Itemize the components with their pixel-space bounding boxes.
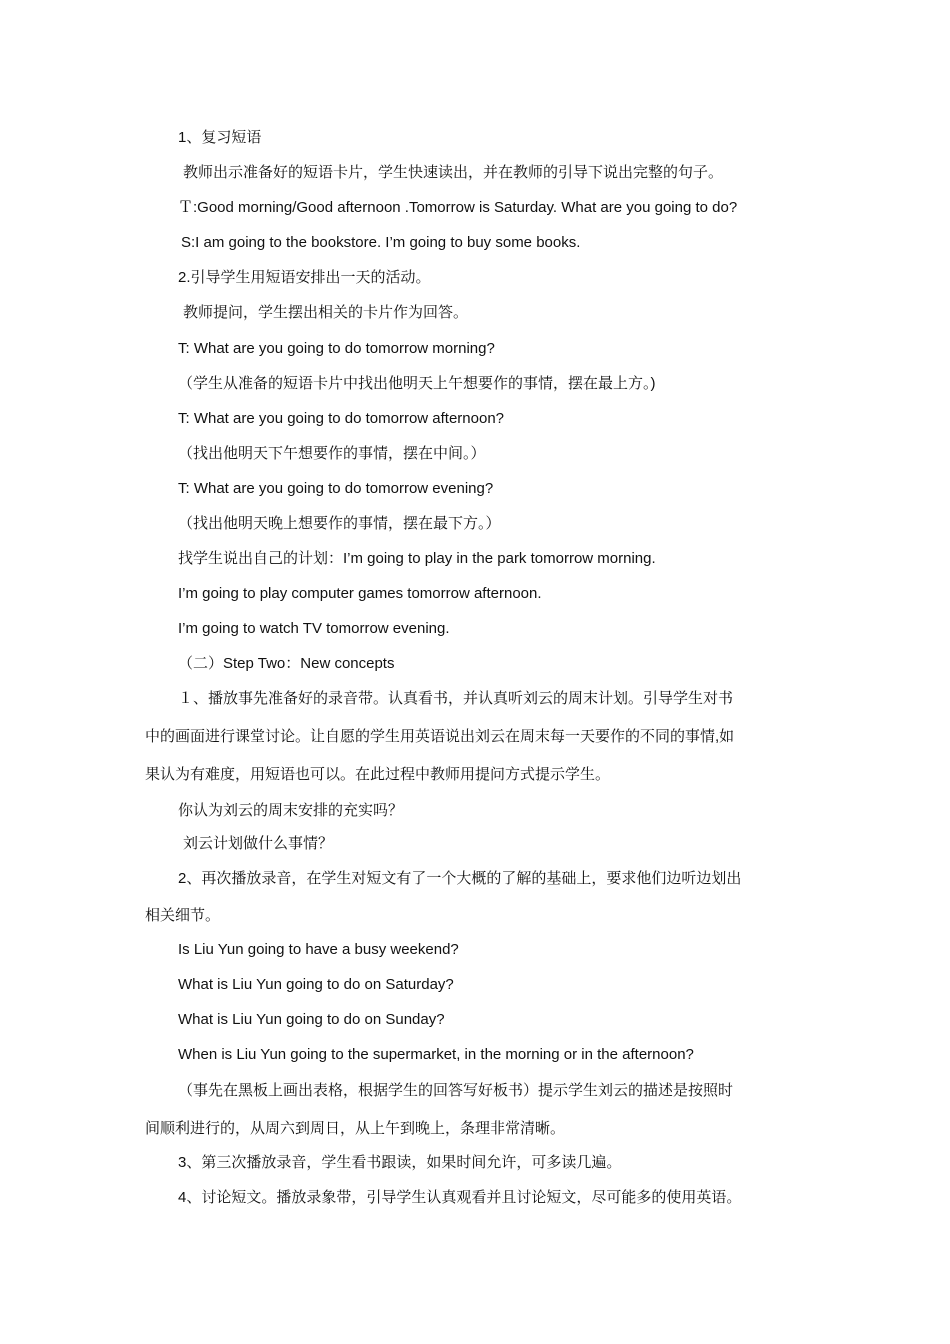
text-line: （二）Step Two：New concepts [178, 655, 395, 672]
text-line: 2、再次播放录音，在学生对短文有了一个大概的了解的基础上，要求他们边听边划出 [178, 870, 742, 887]
text-line: What is Liu Yun going to do on Sunday? [178, 1011, 445, 1028]
text-line: 教师出示准备好的短语卡片，学生快速读出，并在教师的引导下说出完整的句子。 [183, 164, 724, 181]
text-line: （找出他明天下午想要作的事情，摆在中间。） [178, 445, 486, 462]
text-line: When is Liu Yun going to the supermarket, in the morning or in the afternoon? [178, 1046, 694, 1063]
text-line: 教师提问，学生摆出相关的卡片作为回答。 [183, 304, 469, 321]
text-line: What is Liu Yun going to do on Saturday? [178, 976, 454, 993]
text-line: １、播放事先准备好的录音带。认真看书，并认真听刘云的周末计划。引导学生对书 [178, 690, 734, 707]
text-line: T: What are you going to do tomorrow morning? [178, 340, 495, 357]
text-line: 3、第三次播放录音，学生看书跟读，如果时间允许，可多读几遍。 [178, 1154, 622, 1171]
text-line: 你认为刘云的周末安排的充实吗？ [178, 802, 404, 819]
text-line: 4、讨论短文。播放录象带，引导学生认真观看并且讨论短文，尽可能多的使用英语。 [178, 1189, 742, 1206]
text-line: T: What are you going to do tomorrow afternoon? [178, 410, 505, 427]
text-line: S:I am going to the bookstore. I’m going to buy some books. [181, 234, 581, 251]
text-line: 刘云计划做什么事情？ [183, 835, 334, 852]
text-line: （事先在黑板上画出表格，根据学生的回答写好板书）提示学生刘云的描述是按照时 [178, 1082, 734, 1099]
text-line: Ｔ:Good morning/Good afternoon .Tomorrow is Saturday. What are you going to do? [178, 199, 738, 216]
text-line: 2.引导学生用短语安排出一天的活动。 [178, 269, 431, 286]
text-line: 1、复习短语 [178, 129, 262, 146]
text-line: 间顺利进行的，从周六到周日，从上午到晚上，条理非常清晰。 [145, 1120, 566, 1137]
text-line: 果认为有难度，用短语也可以。在此过程中教师用提问方式提示学生。 [145, 766, 611, 783]
text-line: （学生从准备的短语卡片中找出他明天上午想要作的事情，摆在最上方。) [178, 375, 656, 392]
text-line: I’m going to play computer games tomorrow afternoon. [178, 585, 542, 602]
text-line: 中的画面进行课堂讨论。让自愿的学生用英语说出刘云在周末每一天要作的不同的事情,如 [145, 728, 735, 745]
text-line: Is Liu Yun going to have a busy weekend? [178, 941, 459, 958]
text-line: I’m going to watch TV tomorrow evening. [178, 620, 450, 637]
text-line: T: What are you going to do tomorrow evening? [178, 480, 494, 497]
text-line: 相关细节。 [145, 907, 221, 924]
text-line: （找出他明天晚上想要作的事情，摆在最下方。） [178, 515, 501, 532]
text-line: 找学生说出自己的计划：I’m going to play in the park tomorrow morning. [178, 550, 656, 567]
